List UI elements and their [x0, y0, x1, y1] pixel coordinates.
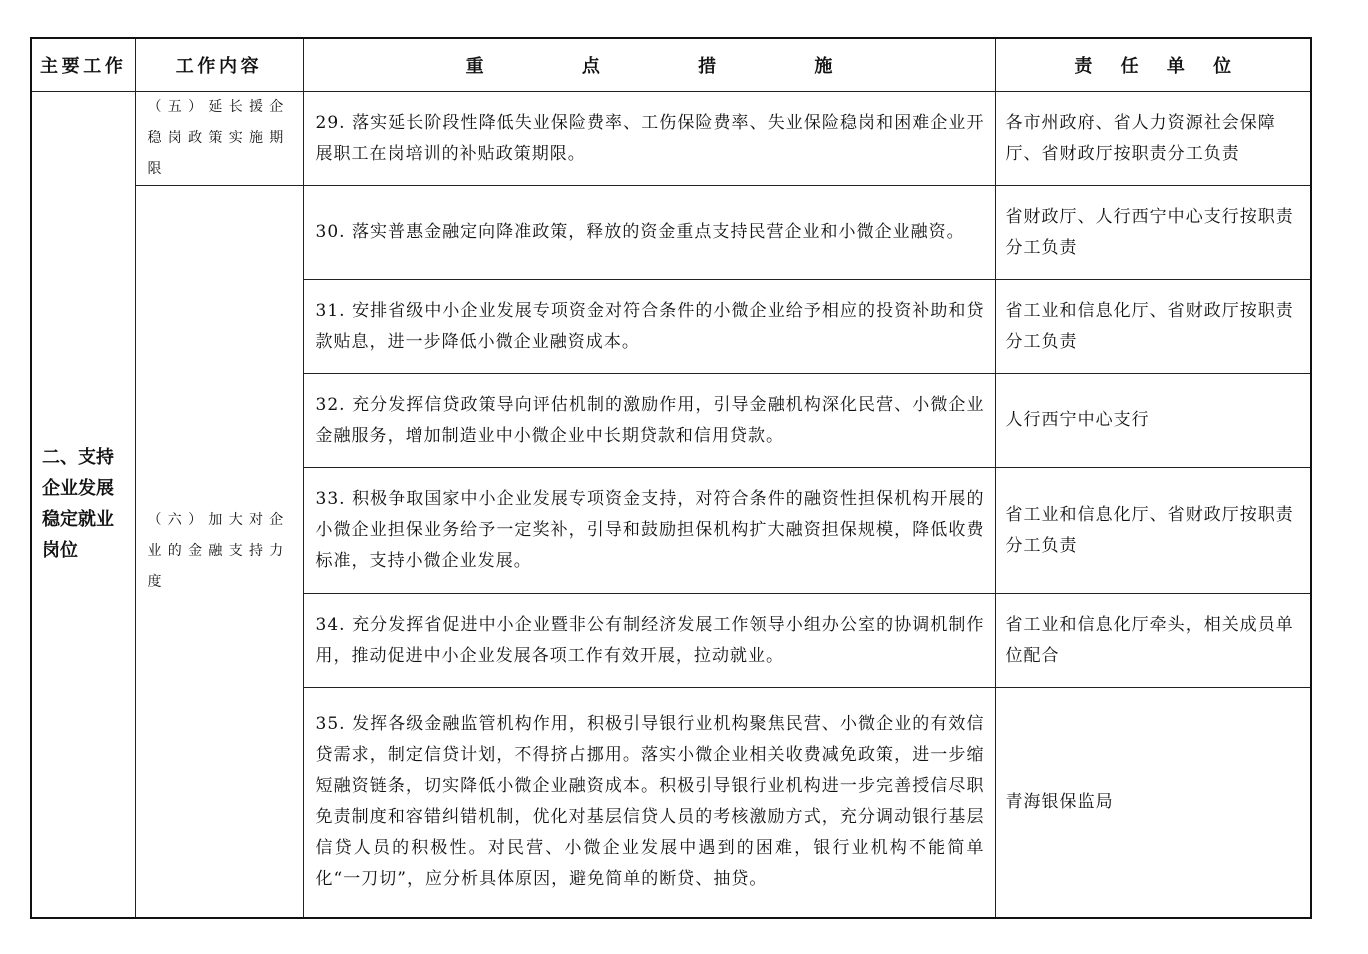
header-work-content: 工作内容 — [135, 38, 303, 92]
measure-cell: 29. 落实延长阶段性降低失业保险费率、工伤保险费率、失业保险稳岗和困难企业开展职工在岗培训的补贴政策期限。 — [303, 92, 995, 186]
measure-cell: 34. 充分发挥省促进中小企业暨非公有制经济发展工作领导小组办公室的协调机制作用，推动促进中小企业发展各项工作有效开展，拉动就业。 — [303, 594, 995, 688]
unit-cell: 省工业和信息化厅牵头，相关成员单位配合 — [995, 594, 1311, 688]
policy-table — [30, 37, 1312, 919]
header-main-work: 主要工作 — [31, 38, 135, 92]
work-content-cell: （五）延长援企稳岗政策实施期限 — [135, 92, 303, 186]
measure-cell: 30. 落实普惠金融定向降准政策，释放的资金重点支持民营企业和小微企业融资。 — [303, 186, 995, 280]
unit-cell: 省工业和信息化厅、省财政厅按职责分工负责 — [995, 468, 1311, 594]
measure-cell: 32. 充分发挥信贷政策导向评估机制的激励作用，引导金融机构深化民营、小微企业金融服务，增加制造业中小微企业中长期贷款和信用贷款。 — [303, 374, 995, 468]
unit-cell: 省工业和信息化厅、省财政厅按职责分工负责 — [995, 280, 1311, 374]
measure-cell: 31. 安排省级中小企业发展专项资金对符合条件的小微企业给予相应的投资补助和贷款贴息，进一步降低小微企业融资成本。 — [303, 280, 995, 374]
table-row — [31, 92, 1311, 186]
header-row — [31, 38, 1311, 92]
work-content-cell: （六）加大对企业的金融支持力度 — [135, 186, 303, 918]
unit-cell: 青海银保监局 — [995, 688, 1311, 918]
measure-cell: 33. 积极争取国家中小企业发展专项资金支持，对符合条件的融资性担保机构开展的小微企业担保业务给予一定奖补，引导和鼓励担保机构扩大融资担保规模，降低收费标准，支持小微企业发展。 — [303, 468, 995, 594]
unit-cell: 各市州政府、省人力资源社会保障厅、省财政厅按职责分工负责 — [995, 92, 1311, 186]
unit-cell: 人行西宁中心支行 — [995, 374, 1311, 468]
header-responsible-unit: 责 任 单 位 — [995, 38, 1311, 92]
main-work-cell: 二、支持企业发展稳定就业岗位 — [31, 92, 135, 918]
unit-cell: 省财政厅、人行西宁中心支行按职责分工负责 — [995, 186, 1311, 280]
table-row — [31, 186, 1311, 280]
header-key-measures: 重 点 措 施 — [303, 38, 995, 92]
measure-cell: 35. 发挥各级金融监管机构作用，积极引导银行业机构聚焦民营、小微企业的有效信贷需求，制定信贷计划，不得挤占挪用。落实小微企业相关收费减免政策，进一步缩短融资链条，切实降低小微企业融资成本。积极引导银行业机构进一步完善授信尽职免责制度和容错纠错机制，优化对基层信贷人员的考核激励方式，充分调动银行基层信贷人员的积极性。对民营、小微企业发展中遇到的困难，银行业机构不能简单化“一刀切”，应分析具体原因，避免简单的断贷、抽贷。 — [303, 688, 995, 918]
